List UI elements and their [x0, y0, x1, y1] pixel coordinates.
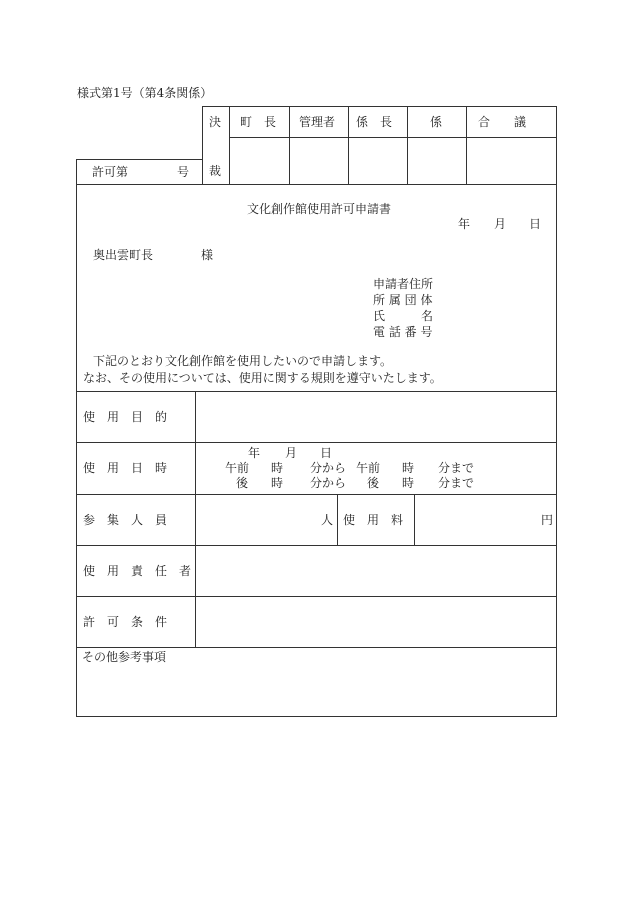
datetime-am-end: 午前 [356, 461, 381, 475]
approval-stamp-administrator[interactable] [290, 138, 347, 184]
fee-field[interactable] [416, 496, 536, 544]
conditions-label: 許 可 条 件 [83, 615, 168, 629]
approval-col-mayor: 町 長 [240, 115, 277, 129]
datetime-year: 年 [248, 446, 261, 460]
form-id: 様式第1号（第4条関係） [77, 86, 213, 100]
fee-label: 使 用 料 [343, 513, 404, 527]
manager-field[interactable] [197, 547, 555, 595]
conditions-field[interactable] [197, 598, 555, 646]
permit-number-field[interactable] [130, 162, 170, 182]
approval-stamp-consultation[interactable] [467, 138, 556, 184]
addressee-name: 奥出雲町長 [93, 248, 154, 262]
datetime-pm-hour-start: 時 [271, 476, 284, 490]
datetime-hour-start: 時 [271, 461, 284, 475]
datetime-hour-end: 時 [402, 461, 415, 475]
date-month: 月 [494, 217, 507, 231]
fee-unit: 円 [541, 513, 554, 527]
applicant-group-label: 所 属 団 体 [373, 293, 433, 307]
approval-label-bottom: 裁 [209, 164, 222, 178]
attendees-label: 参 集 人 員 [83, 513, 168, 527]
datetime-month: 月 [285, 446, 298, 460]
approval-col-administrator: 管理者 [299, 115, 336, 129]
approval-label-top: 決 [209, 115, 222, 129]
datetime-pm-min-end: 分まで [438, 476, 475, 490]
attendees-field[interactable] [197, 496, 317, 544]
approval-stamp-mayor[interactable] [230, 138, 288, 184]
permit-number-suffix: 号 [177, 165, 190, 179]
approval-stamp-section-chief[interactable] [349, 138, 406, 184]
purpose-label: 使 用 目 的 [83, 410, 168, 424]
datetime-label: 使 用 日 時 [83, 461, 168, 475]
approval-col-section-chief: 係 長 [356, 115, 393, 129]
approval-col-staff: 係 [430, 115, 443, 129]
datetime-pm-min-start: 分から [310, 476, 347, 490]
approval-stamp-staff[interactable] [408, 138, 465, 184]
date-day: 日 [529, 217, 542, 231]
datetime-pm-hour-end: 時 [402, 476, 415, 490]
permit-number-prefix: 許可第 [92, 165, 129, 179]
applicant-address-label: 申請者住所 [373, 277, 434, 291]
remarks-field[interactable] [78, 668, 555, 715]
datetime-am-start: 午前 [225, 461, 250, 475]
purpose-field[interactable] [197, 393, 555, 441]
datetime-pm-end: 後 [367, 476, 380, 490]
body-line-1: 下記のとおり文化創作館を使用したいので申請します。 [93, 354, 393, 368]
addressee-honorific: 様 [201, 248, 214, 262]
applicant-name-label: 氏 名 [373, 309, 434, 323]
remarks-label: その他参考事項 [82, 650, 167, 664]
datetime-min-end: 分まで [438, 461, 475, 475]
attendees-unit: 人 [321, 513, 334, 527]
datetime-pm-start: 後 [236, 476, 249, 490]
body-line-2: なお、その使用については、使用に関する規則を遵守いたします。 [83, 371, 442, 385]
manager-label: 使 用 責 任 者 [83, 564, 192, 578]
document-title: 文化創作館使用許可申請書 [247, 202, 392, 216]
approval-col-consultation: 合 議 [478, 115, 527, 129]
datetime-min-start: 分から [310, 461, 347, 475]
date-year: 年 [458, 217, 471, 231]
applicant-phone-label: 電 話 番 号 [373, 325, 433, 339]
datetime-day: 日 [320, 446, 333, 460]
